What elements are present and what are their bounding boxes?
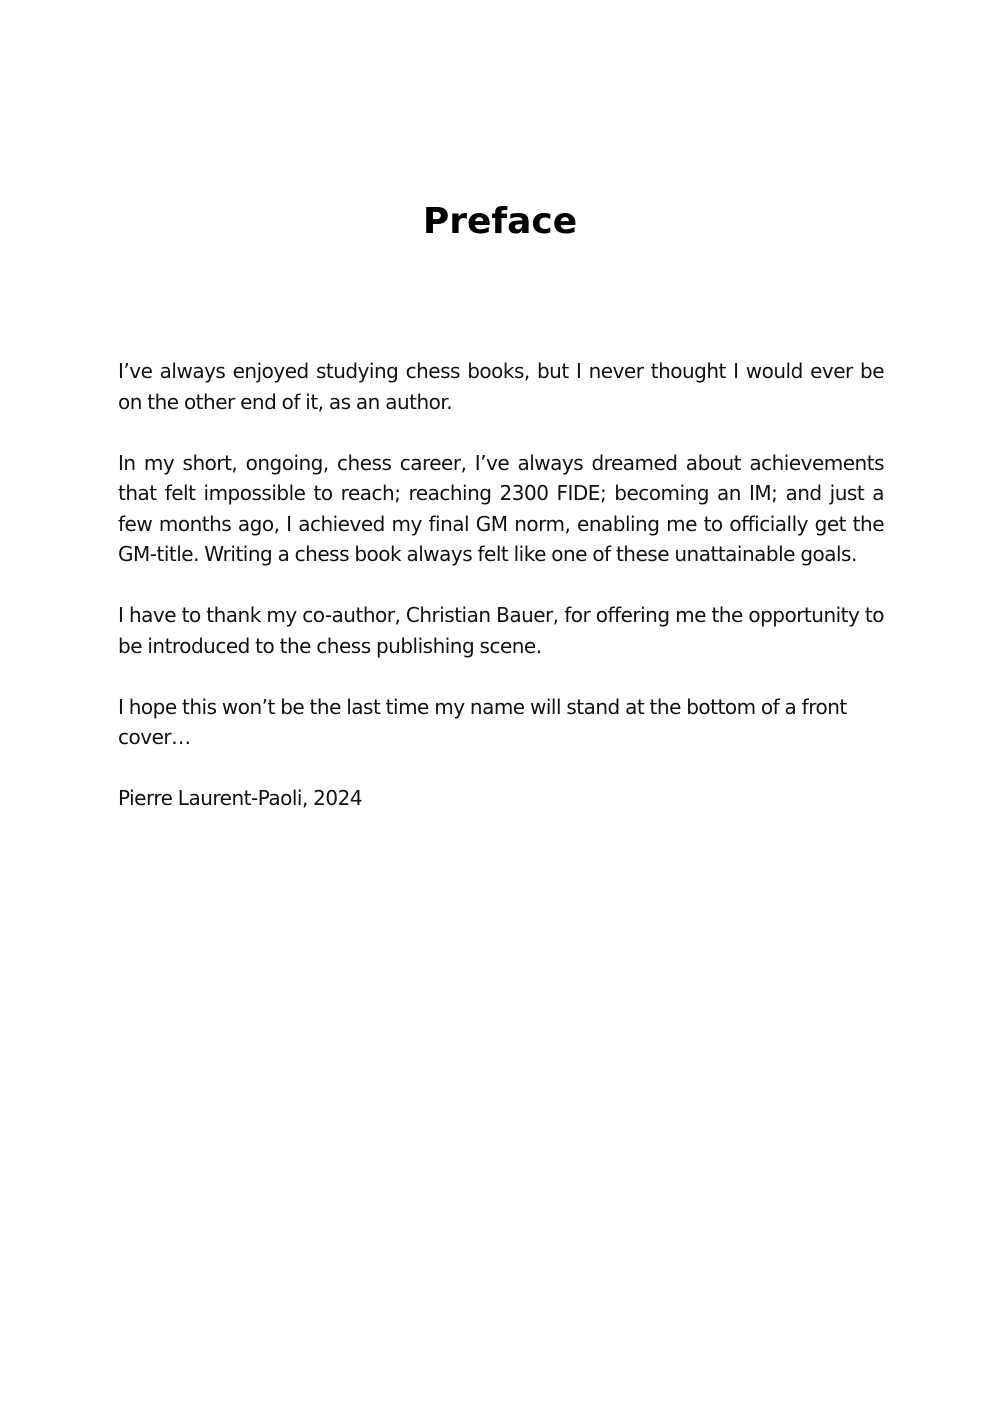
- paragraph-1: I’ve always enjoyed studying chess books, but I never thought I would ever be on the other end of it, as an author.: [118, 359, 884, 414]
- page-title: Preface: [422, 201, 578, 242]
- signature: Pierre Laurent-Paoli, 2024: [118, 786, 363, 810]
- preface-body: [118, 356, 884, 844]
- paragraph-3: I have to thank my co-author, Christian Bauer, for offering me the opportunity to be introduced to the chess publishing scene.: [118, 603, 884, 658]
- paragraph-4: I hope this won’t be the last time my name will stand at the bottom of a front cover…: [118, 694, 847, 749]
- paragraph-2: In my short, ongoing, chess career, I’ve always dreamed about achievements that felt impossible to reach; reaching 2300 FIDE; becoming an IM; and just a few months ago, I achieved my final GM norm, enabling me to officially get the GM-title. Writing a chess book always felt like one of these unattainable goals.: [118, 450, 884, 566]
